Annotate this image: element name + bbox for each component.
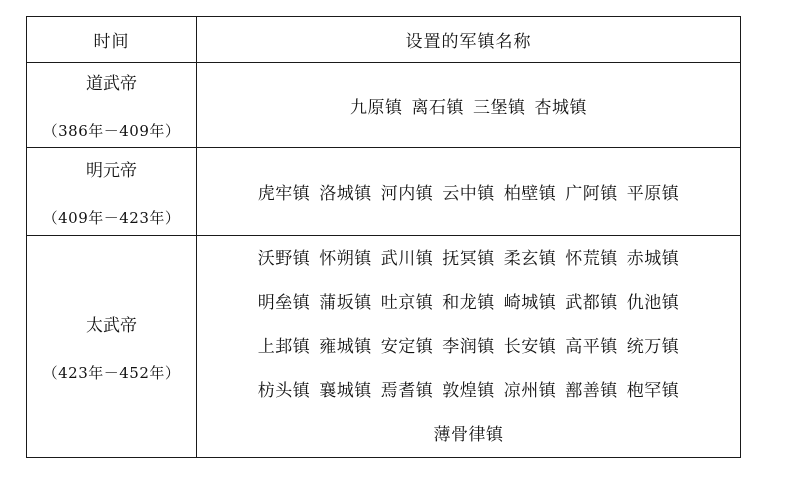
town-name: 九原镇 <box>350 97 403 118</box>
town-name: 襄城镇 <box>319 380 372 401</box>
town-name: 武都镇 <box>565 292 618 313</box>
town-name: 雍城镇 <box>319 336 372 357</box>
town-name: 安定镇 <box>380 336 434 357</box>
period-cell <box>27 148 197 235</box>
town-name: 凉州镇 <box>503 380 557 401</box>
period-range: （386年－409年） <box>42 122 181 140</box>
town-name: 明垒镇 <box>257 292 311 313</box>
town-name: 统万镇 <box>626 336 680 357</box>
table-row <box>27 147 740 235</box>
town-name: 三堡镇 <box>473 97 526 118</box>
town-name: 虎牢镇 <box>257 184 311 204</box>
town-name: 沃野镇 <box>257 248 311 269</box>
town-name: 抚冥镇 <box>442 248 495 269</box>
town-name: 李润镇 <box>442 336 495 357</box>
town-name: 武川镇 <box>380 248 434 269</box>
town-name: 怀朔镇 <box>319 248 372 269</box>
town-name: 和龙镇 <box>442 292 495 313</box>
emperor-name: 道武帝 <box>86 74 137 94</box>
emperor-name: 明元帝 <box>86 160 137 181</box>
town-name: 薄骨律镇 <box>433 424 504 445</box>
town-name: 枹罕镇 <box>626 380 680 401</box>
town-line <box>258 335 680 359</box>
header-row <box>27 17 740 62</box>
town-line <box>350 93 587 118</box>
town-name: 柏壁镇 <box>503 184 557 204</box>
town-name: 崎城镇 <box>503 292 557 313</box>
period-range: （409年－423年） <box>42 208 181 227</box>
town-name: 杏城镇 <box>534 97 587 118</box>
town-name: 长安镇 <box>503 336 557 357</box>
town-name: 高平镇 <box>565 336 618 357</box>
towns-cell <box>197 63 740 147</box>
period-range: （423年－452年） <box>42 363 181 382</box>
town-name: 河内镇 <box>380 184 434 204</box>
town-name: 广阿镇 <box>565 184 618 204</box>
town-name: 上邽镇 <box>257 336 311 357</box>
towns-cell <box>197 236 740 457</box>
towns-block <box>258 247 680 447</box>
town-name: 怀荒镇 <box>565 248 618 269</box>
town-line <box>258 247 680 271</box>
period-cell <box>27 63 197 147</box>
town-line <box>258 379 680 403</box>
town-name: 鄯善镇 <box>565 380 618 401</box>
town-name: 枋头镇 <box>257 380 311 401</box>
header-time-cell <box>27 17 197 62</box>
town-name: 赤城镇 <box>626 248 680 269</box>
town-line <box>434 423 504 447</box>
period-cell <box>27 236 197 457</box>
town-name: 离石镇 <box>411 97 464 118</box>
town-name: 洛城镇 <box>319 184 372 204</box>
towns-cell <box>197 148 740 235</box>
town-name: 焉耆镇 <box>380 380 434 401</box>
town-name: 吐京镇 <box>380 292 434 313</box>
town-name: 云中镇 <box>442 184 495 204</box>
table-row <box>27 235 740 457</box>
town-line <box>258 291 680 315</box>
town-name: 平原镇 <box>626 184 680 204</box>
header-towns: 设置的军镇名称 <box>405 32 532 52</box>
town-name: 仇池镇 <box>626 292 680 313</box>
town-name: 柔玄镇 <box>503 248 557 269</box>
emperor-name: 太武帝 <box>86 315 137 336</box>
header-time: 时间 <box>93 32 130 52</box>
town-name: 蒲坂镇 <box>319 292 372 313</box>
table-row <box>27 62 740 147</box>
town-name: 敦煌镇 <box>442 380 495 401</box>
town-line <box>258 179 680 204</box>
garrison-towns-table <box>26 16 741 458</box>
header-towns-cell <box>197 17 740 62</box>
